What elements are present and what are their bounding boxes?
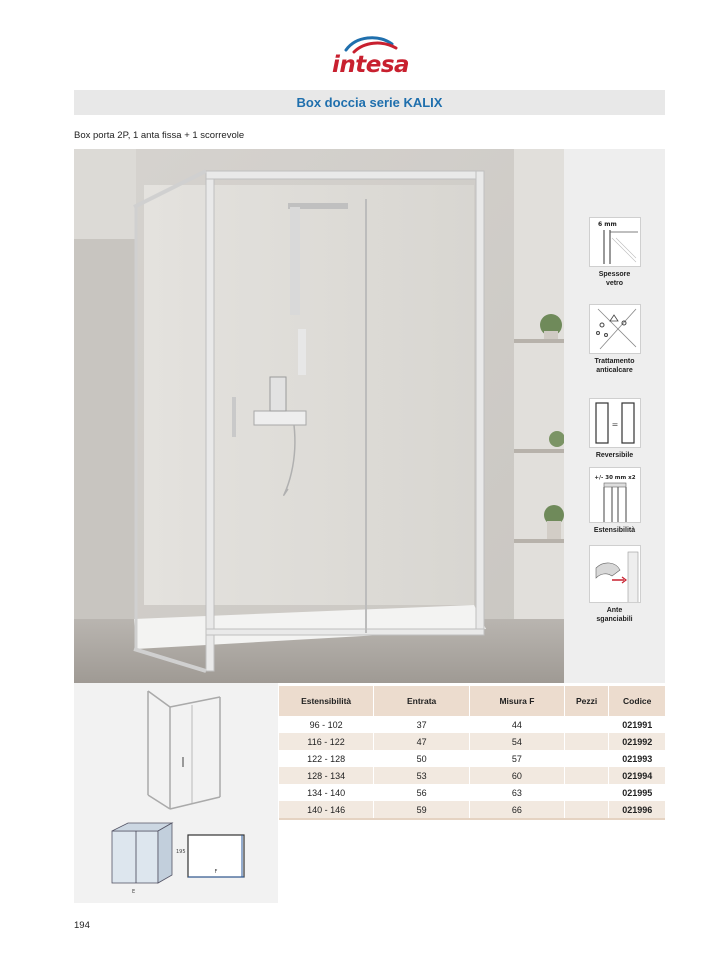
features-panel xyxy=(564,149,665,683)
feature-label: Ante sganciabili xyxy=(596,607,633,623)
cell-misura-f: 63 xyxy=(470,784,565,801)
detachable-doors-icon xyxy=(589,545,641,603)
dim-height-label: 195 xyxy=(176,849,186,855)
anti-limescale-icon xyxy=(589,304,641,354)
feature-anti-limescale xyxy=(564,304,665,375)
extensibility-icon xyxy=(589,467,641,523)
cell-estensibilita: 122 - 128 xyxy=(279,750,374,767)
table-row xyxy=(279,716,665,733)
glass-thickness-icon xyxy=(589,217,641,267)
cell-codice: 021993 xyxy=(622,753,653,764)
cell-estensibilita: 128 - 134 xyxy=(279,767,374,784)
cell-misura-f: 57 xyxy=(470,750,565,767)
product-outline-drawing xyxy=(148,691,220,809)
table-row xyxy=(279,784,665,801)
isometric-drawing xyxy=(112,823,186,895)
svg-text:=: = xyxy=(611,420,618,429)
cell-misura-f: 66 xyxy=(470,801,565,819)
cell-pezzi xyxy=(564,801,609,819)
technical-drawings-panel xyxy=(74,683,278,903)
spec-table xyxy=(279,686,665,820)
cell-entrata: 53 xyxy=(374,767,470,784)
feature-reversible xyxy=(564,398,665,460)
cell-misura-f: 44 xyxy=(470,716,565,733)
brand-logo xyxy=(328,34,418,80)
brand-name: intesa xyxy=(332,52,410,78)
feature-extensibility-badge: +/- 30 mm x2 xyxy=(593,475,636,481)
product-photo xyxy=(74,149,564,683)
column-header-pezzi: Pezzi xyxy=(564,686,609,716)
cell-entrata: 56 xyxy=(374,784,470,801)
cell-entrata: 50 xyxy=(374,750,470,767)
page-number: 194 xyxy=(74,920,90,931)
feature-label: Reversibile xyxy=(595,452,634,459)
page-title-bar xyxy=(74,90,665,115)
cell-misura-f: 60 xyxy=(470,767,565,784)
cell-estensibilita: 96 - 102 xyxy=(279,716,374,733)
table-header-row xyxy=(279,686,665,716)
dim-e-label: E xyxy=(132,889,136,895)
cell-pezzi xyxy=(564,767,609,784)
feature-label: Trattamento anticalcare xyxy=(594,358,635,374)
table-row xyxy=(279,750,665,767)
logo-swoosh-icon xyxy=(342,34,402,54)
table-row xyxy=(279,767,665,784)
feature-glass-badge: 6 mm xyxy=(597,221,617,228)
column-header-estensibilita: Estensibilità xyxy=(279,686,374,716)
column-header-misura-f: Misura F xyxy=(470,686,565,716)
cell-codice: 021995 xyxy=(622,787,653,798)
cell-codice: 021991 xyxy=(622,719,653,730)
cell-entrata: 59 xyxy=(374,801,470,819)
cell-pezzi xyxy=(564,733,609,750)
feature-extensibility xyxy=(564,467,665,535)
feature-label: Spessore vetro xyxy=(598,271,631,287)
cell-misura-f: 54 xyxy=(470,733,565,750)
cell-pezzi xyxy=(564,784,609,801)
cell-entrata: 47 xyxy=(374,733,470,750)
cell-pezzi xyxy=(564,750,609,767)
dim-f-label: F xyxy=(214,869,218,875)
reversible-icon xyxy=(589,398,641,448)
feature-glass-thickness xyxy=(564,217,665,288)
plan-view-drawing xyxy=(188,835,244,877)
cell-codice: 021994 xyxy=(609,767,665,784)
feature-detachable-doors xyxy=(564,545,665,624)
cell-codice: 021996 xyxy=(609,801,665,819)
cell-pezzi xyxy=(564,716,609,733)
product-subtitle: Box porta 2P, 1 anta fissa + 1 scorrevole xyxy=(74,130,245,141)
page-title: Box doccia serie KALIX xyxy=(296,95,443,110)
cell-estensibilita: 140 - 146 xyxy=(279,801,374,819)
table-row xyxy=(279,733,665,750)
feature-label: Estensibilità xyxy=(593,527,636,534)
table-row xyxy=(279,801,665,819)
cell-codice: 021992 xyxy=(609,733,665,750)
cell-estensibilita: 116 - 122 xyxy=(279,733,374,750)
column-header-entrata: Entrata xyxy=(374,686,470,716)
cell-estensibilita: 134 - 140 xyxy=(279,784,374,801)
column-header-codice: Codice xyxy=(609,686,665,716)
cell-entrata: 37 xyxy=(374,716,470,733)
